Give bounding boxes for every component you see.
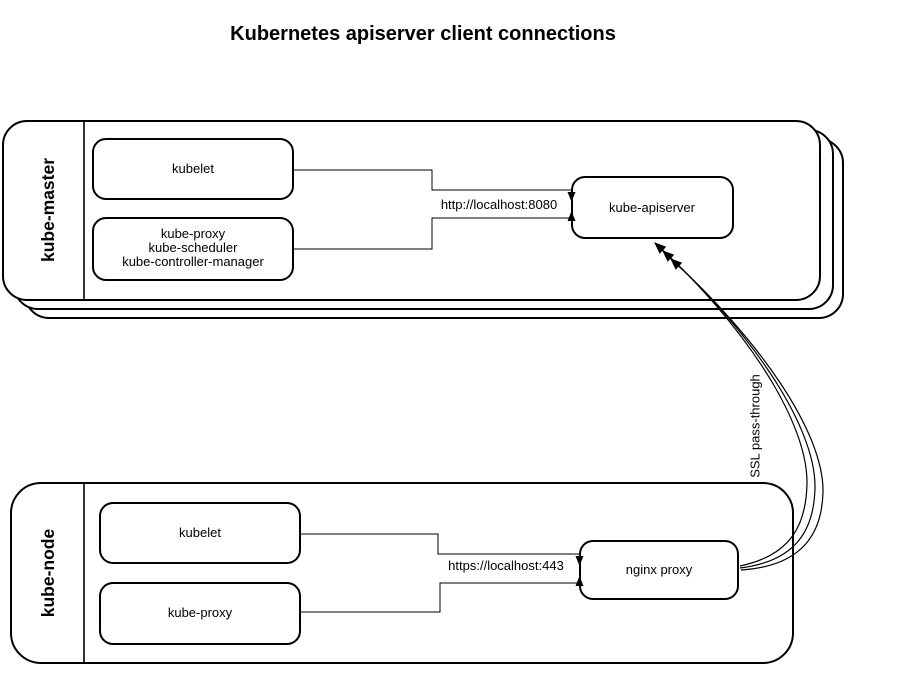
master-label: kube-master: [38, 157, 59, 263]
master-services-label-line3: kube-controller-manager: [122, 254, 264, 269]
node-kubeproxy-label: kube-proxy: [167, 605, 233, 620]
ssl-passthrough-label: SSL pass-through: [747, 374, 763, 478]
node-label: kube-node: [38, 528, 59, 618]
master-apiserver-label: kube-apiserver: [609, 200, 695, 215]
edge-label-https-localhost-443: https://localhost:443: [448, 558, 564, 573]
master-services-label-line2: kube-scheduler: [148, 240, 238, 255]
node-kubelet-label: kubelet: [179, 525, 221, 540]
master-services-label-line1: kube-proxy: [160, 226, 226, 241]
node-nginx-label: nginx proxy: [625, 562, 693, 577]
edge-label-http-localhost-8080: http://localhost:8080: [440, 197, 558, 212]
master-kubelet-label: kubelet: [172, 161, 214, 176]
diagram-title: Kubernetes apiserver client connections: [230, 23, 616, 45]
